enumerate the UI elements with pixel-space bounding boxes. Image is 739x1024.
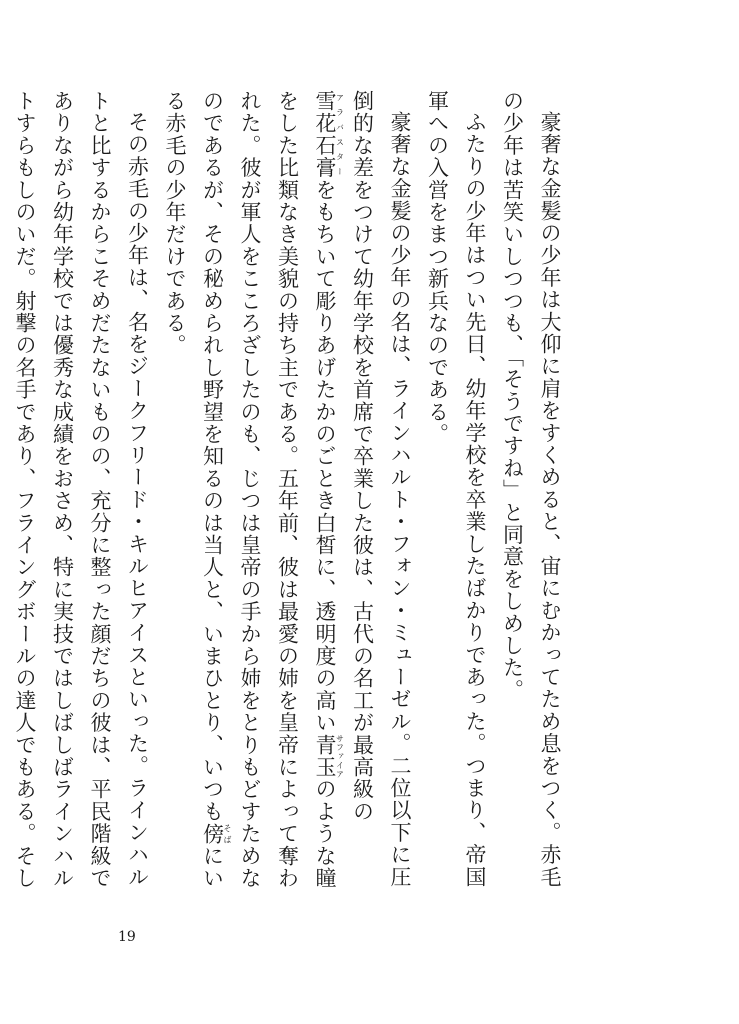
ruby-alabaster-base: 雪花石膏 [313,90,337,179]
ruby-sapphire-reading: サファイア [335,733,345,779]
ruby-soba-reading: そば [223,822,232,845]
paragraph-3-text-a: 豪奢な金髪の少年の名は、ラインハルト・フォン・ミューゼル。二位以下に圧倒的な差をつけて幼年学校を首席で卒業した彼は、古代の名工が最高級の [350,90,412,888]
paragraph-3-text-d: にいる赤毛の少年だけである。 [163,90,225,890]
ruby-sapphire-base: 青玉 [313,733,337,779]
paragraph-2: ふたりの少年はつい先日、幼年学校を卒業したばかりであった。つまり、帝国軍への入営をまつ新兵なのである。 [425,90,487,888]
ruby-soba-base: 傍 [200,822,225,845]
ruby-soba [200,822,232,845]
paragraph-3-text-b: をもちいて彫りあげたかのごとき白皙に、透明度の高い [313,178,337,734]
paragraph-3-text-c: のような瞳をした比類なき美貌の持ち主である。五年前、彼は最愛の姉を皇帝によって奪われた。彼が軍人をこころざしたのも、じつは皇帝の手から姉をとりもどすためなのであるが、その秘められし野望を知るのは当人と、いまひとり、いつも [200,90,337,890]
page-number: 19 [118,929,136,945]
ruby-alabaster-reading: アラバスター [335,90,345,179]
paragraph-3 [156,90,419,910]
ruby-sapphire [313,733,345,779]
paragraph-1: 豪奢な金髪の少年は大仰に肩をすくめると、宙にむかってため息をつく。赤毛の少年は苦笑いしつつも、「そうですね」と同意をしめした。 [500,90,562,888]
vertical-text-body [13,90,568,910]
paragraph-4: その赤毛の少年は、名をジークフリード・キルヒアイスといった。ラインハルトと比するからこそめだたないものの、充分に整った顔だちの彼は、平民階級でありながら幼年学校では優秀な成績をおさめ、特に実技ではしばしばラインハルトすらもしのいだ。射撃の名手であり、フライングボールの達人でもある。そし [13,90,150,890]
ruby-alabaster [313,90,345,179]
